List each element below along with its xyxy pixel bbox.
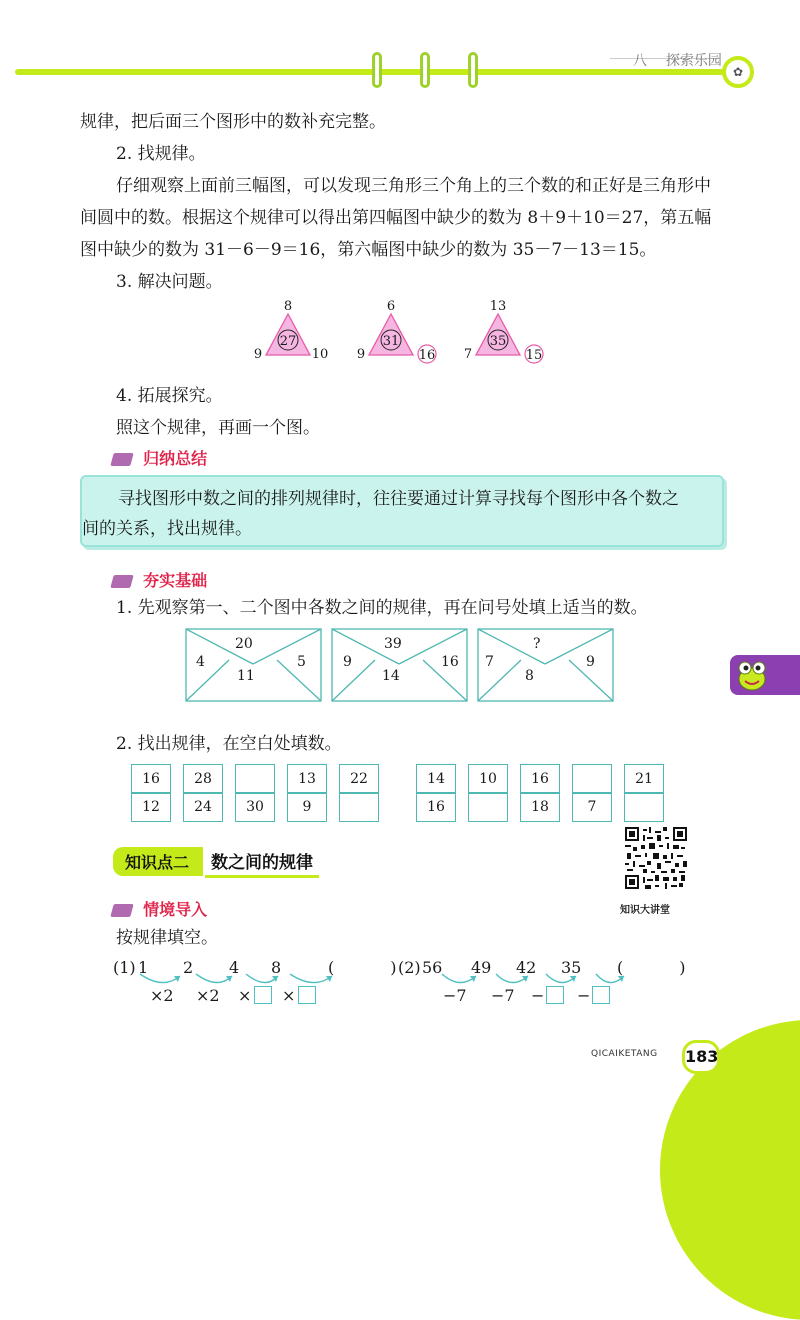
- triangle-right-number: 16: [418, 348, 436, 363]
- grid-cell: 28: [183, 764, 223, 794]
- grid-cell: 10: [468, 764, 508, 794]
- summary-title: 归纳总结: [143, 449, 208, 468]
- chapter-number: 八: [633, 53, 647, 69]
- sequence-1-term: 1: [138, 958, 149, 977]
- frog-icon: [734, 657, 770, 693]
- sequence-1-label: (1): [113, 958, 136, 977]
- triangle-left-number: 9: [356, 347, 366, 362]
- grid-cell: 14: [416, 764, 456, 794]
- practice-question-2: 2. 找出规律，在空白处填数。: [116, 734, 342, 754]
- header-frog-icon: ✿: [722, 56, 754, 88]
- summary-line-1: 寻找图形中数之间的排列规律时，往往要通过计算寻找每个图形中各个数之: [118, 489, 679, 509]
- sequence-2-op: −7: [443, 986, 467, 1005]
- triangle-top-number: 13: [489, 299, 507, 314]
- sequence-2-op: −: [531, 986, 545, 1005]
- grid-cell-blank[interactable]: [468, 792, 508, 822]
- sequence-1-op: ×: [282, 986, 296, 1005]
- qr-code[interactable]: [625, 827, 687, 889]
- envelope-top-number: ?: [533, 636, 541, 652]
- grid-cell: 21: [624, 764, 664, 794]
- sequence-1-op: ×2: [150, 986, 174, 1005]
- grid-cell: 16: [416, 792, 456, 822]
- intro-instruction: 按规律填空。: [116, 928, 218, 948]
- grid-cell: 13: [287, 764, 327, 794]
- knowledge-title: 数之间的规律: [205, 846, 319, 878]
- envelope-top-number: 20: [235, 636, 253, 652]
- grid-cell: 22: [339, 764, 379, 794]
- envelope-top-number: 39: [384, 636, 402, 652]
- sequence-2-op-blank[interactable]: [592, 986, 610, 1004]
- footer-green-circle: [660, 1020, 800, 1320]
- grid-cell-blank[interactable]: [339, 792, 379, 822]
- chapter-title: 探索乐园: [665, 53, 722, 69]
- envelope-right-number: 5: [297, 654, 306, 670]
- summary-line-2: 间的关系，找出规律。: [82, 519, 252, 539]
- sequence-1-op: ×: [238, 986, 252, 1005]
- grid-cell: 24: [183, 792, 223, 822]
- envelope-left-number: 9: [343, 654, 352, 670]
- grid-cell: 9: [287, 792, 327, 822]
- sequence-2-op-blank[interactable]: [546, 986, 564, 1004]
- body-line-6: 3. 解决问题。: [116, 272, 223, 292]
- envelope-bottom-number: 8: [525, 668, 534, 684]
- number-grid-group-2: [416, 764, 676, 824]
- grid-cell: 16: [520, 764, 560, 794]
- sequence-2-op: −: [577, 986, 591, 1005]
- triangle-top-number: 6: [386, 299, 396, 314]
- knowledge-heading: [113, 846, 319, 872]
- grid-cell: 12: [131, 792, 171, 822]
- sequence-2-blank[interactable]: ( ): [617, 958, 694, 977]
- body-line-2: 2. 找规律。: [116, 144, 206, 164]
- grid-cell-blank[interactable]: [624, 792, 664, 822]
- summary-section-icon: [110, 453, 133, 466]
- practice-section-icon: [110, 575, 133, 588]
- intro-section-icon: [110, 904, 133, 917]
- triangle-center-number: 31: [382, 334, 400, 349]
- sequence-2-label: (2): [398, 958, 421, 977]
- triangle-left-number: 7: [463, 347, 473, 362]
- envelope-bottom-number: 11: [237, 668, 255, 684]
- sequence-1-term: 4: [229, 958, 240, 977]
- binder-rings: [372, 52, 482, 90]
- envelope-right-number: 9: [586, 654, 595, 670]
- page-number: 183: [682, 1040, 720, 1074]
- envelope-left-number: 4: [196, 654, 205, 670]
- triangle-right-number: 10: [311, 347, 329, 362]
- sequence-1-blank[interactable]: ( ): [328, 958, 405, 977]
- sequence-2-term: 42: [516, 958, 537, 977]
- body-line-5: 图中缺少的数为 31－6－9＝16，第六幅图中缺少的数为 35－7－13＝15。: [80, 240, 657, 260]
- sequence-2-term: 49: [471, 958, 492, 977]
- envelope-left-number: 7: [485, 654, 494, 670]
- envelope-right-number: 16: [441, 654, 459, 670]
- sequence-2-term: 35: [561, 958, 582, 977]
- triangle-center-number: 35: [489, 334, 507, 349]
- triangle-center-number: 27: [279, 334, 297, 349]
- envelope-bottom-number: 14: [382, 668, 400, 684]
- intro-title: 情境导入: [143, 900, 208, 919]
- sequence-1-term: 2: [183, 958, 194, 977]
- sequence-2-op: −7: [491, 986, 515, 1005]
- grid-cell-blank[interactable]: [235, 764, 275, 794]
- practice-title: 夯实基础: [143, 571, 208, 590]
- triangle-figures: [240, 298, 560, 370]
- body-line-7: 4. 拓展探究。: [116, 386, 223, 406]
- body-line-1: 规律，把后面三个图形中的数补充完整。: [80, 112, 386, 132]
- grid-cell-blank[interactable]: [572, 764, 612, 794]
- grid-cell: 18: [520, 792, 560, 822]
- footer-brand: QICAIKETANG: [591, 1049, 658, 1059]
- triangle-right-number: 15: [525, 348, 543, 363]
- triangle-left-number: 9: [253, 347, 263, 362]
- body-line-8: 照这个规律，再画一个图。: [116, 418, 320, 438]
- qr-caption: 知识大讲堂: [620, 905, 670, 916]
- sequence-1-op: ×2: [196, 986, 220, 1005]
- sequence-1-term: 8: [271, 958, 282, 977]
- body-line-4: 间圆中的数。根据这个规律可以得出第四幅图中缺少的数为 8＋9＋10＝27，第五幅: [80, 208, 712, 228]
- triangle-top-number: 8: [283, 299, 293, 314]
- knowledge-badge: 知识点二: [113, 847, 203, 876]
- grid-cell: 30: [235, 792, 275, 822]
- number-grid-group-1: [131, 764, 391, 824]
- sequence-1-op-blank[interactable]: [254, 986, 272, 1004]
- grid-cell: 7: [572, 792, 612, 822]
- body-line-3: 仔细观察上面前三幅图，可以发现三角形三个角上的三个数的和正好是三角形中: [116, 176, 711, 196]
- summary-box: [80, 475, 724, 547]
- sequence-1-op-blank[interactable]: [298, 986, 316, 1004]
- grid-cell: 16: [131, 764, 171, 794]
- practice-question-1: 1. 先观察第一、二个图中各数之间的规律，再在问号处填上适当的数。: [116, 598, 648, 618]
- sequence-2-term: 56: [422, 958, 443, 977]
